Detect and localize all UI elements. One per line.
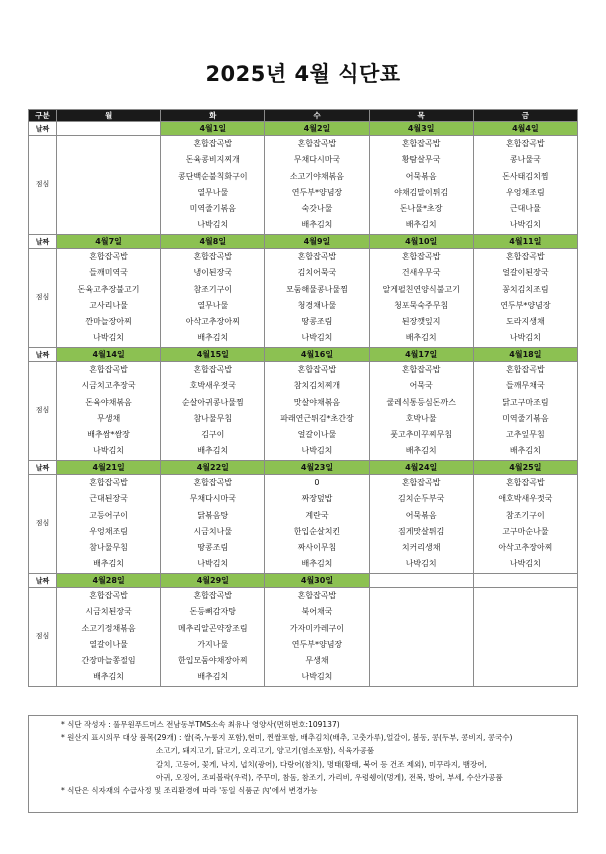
menu-cell (161, 362, 265, 461)
menu-item: 소고기정채볶음 (81, 623, 136, 633)
menu-item: 고추잎무침 (506, 430, 545, 440)
menu-item: 돈등뼈감자탕 (189, 607, 236, 617)
menu-cell (265, 362, 369, 461)
date-cell: 4월24일 (369, 461, 473, 475)
menu-cell (473, 588, 577, 687)
menu-item: 혼합잡곡밥 (89, 591, 128, 600)
date-cell: 4월17일 (369, 348, 473, 362)
menu-item: 파래연근튀김*초간장 (280, 413, 354, 423)
menu-item: 혼합잡곡밥 (506, 139, 545, 148)
notes-box (28, 715, 578, 813)
menu-item: 깐마늘장아찌 (85, 317, 132, 327)
menu-item: 혼합잡곡밥 (297, 139, 337, 148)
menu-item: 배추김치 (197, 672, 229, 682)
menu-item: 참조기구이 (193, 284, 233, 294)
menu-item: 배추김치 (93, 559, 125, 569)
menu-item: 배추쌈*쌈장 (87, 430, 130, 440)
menu-item: 청경채나물 (297, 300, 337, 310)
menu-item: 혼합잡곡밥 (193, 591, 233, 600)
date-cell: 4월9일 (265, 235, 369, 249)
menu-item: 무채다시마국 (189, 494, 236, 504)
header-label: 구분 (29, 110, 57, 122)
date-cell: 4월25일 (473, 461, 577, 475)
meal-label: 점심 (29, 136, 57, 235)
menu-item: 된장깻잎지 (401, 317, 441, 327)
menu-item: 배추김치 (301, 559, 333, 569)
menu-item: 순살아귀콩나물찜 (181, 397, 244, 407)
menu-item: 짜사이무침 (297, 543, 337, 553)
date-cell: 4월1일 (161, 122, 265, 136)
menu-item: 우엉채조림 (506, 187, 545, 197)
menu-item: 배추김치 (197, 333, 229, 343)
menu-item: 미역줄기볶음 (189, 204, 236, 214)
note-change: * 식단은 식자재의 수급사정 및 조리환경에 따라 '동일 식품군 內'에서 변경가능 (61, 786, 318, 796)
menu-item: 풋고추미꾸찌무침 (390, 430, 453, 440)
date-label: 날짜 (29, 235, 57, 249)
menu-item: 연두부*양념장 (291, 187, 343, 197)
menu-item: 혼합잡곡밥 (193, 252, 233, 261)
menu-item: 미역줄기볶음 (502, 413, 549, 423)
menu-item: 황탐살무국 (401, 155, 441, 165)
menu-table (28, 109, 578, 687)
menu-item: 얼갈이된장국 (502, 268, 549, 278)
menu-item: 나박김치 (509, 220, 541, 230)
menu-item: 간장마늘쫑절임 (81, 656, 136, 666)
menu-item: 열무나물 (197, 300, 229, 310)
menu-item: 김치어묵국 (297, 268, 337, 278)
menu-cell (57, 249, 161, 348)
menu-item: 나박김치 (197, 220, 229, 230)
menu-item: 나박김치 (509, 559, 541, 569)
menu-item: 참조기구이 (506, 510, 545, 520)
menu-item: 계란국 (305, 510, 329, 520)
menu-item: 땅콩조림 (301, 317, 333, 327)
menu-item: 혼합잡곡밥 (401, 478, 441, 487)
menu-item: 나박김치 (301, 446, 333, 456)
menu-item: 맛살야채볶음 (293, 397, 341, 407)
menu-cell (265, 588, 369, 687)
menu-item: 참나물무침 (89, 543, 128, 553)
menu-item: 김구이 (201, 430, 225, 440)
menu-item: 혼합잡곡밥 (506, 365, 545, 374)
date-cell: 4월14일 (57, 348, 161, 362)
menu-item: 배추김치 (509, 446, 541, 456)
menu-cell (369, 362, 473, 461)
menu-item: 연두부*양념장 (291, 639, 343, 649)
date-label: 날짜 (29, 574, 57, 588)
menu-item: 시금치나물 (193, 526, 233, 536)
menu-item: 애호박새우젓국 (498, 494, 553, 504)
menu-item: 나박김치 (301, 672, 333, 682)
date-cell (57, 122, 161, 136)
date-label: 날짜 (29, 122, 57, 136)
menu-item: 들깨미역국 (89, 268, 128, 278)
date-cell: 4월28일 (57, 574, 161, 588)
menu-item: 호박새우젓국 (189, 381, 236, 391)
menu-item: 우엉채조림 (89, 526, 128, 536)
menu-cell (265, 249, 369, 348)
date-cell: 4월16일 (265, 348, 369, 362)
meal-label: 점심 (29, 362, 57, 461)
menu-item: 가지나물 (197, 639, 229, 649)
menu-item: 혼합잡곡밥 (89, 252, 128, 261)
menu-item: 돈육야채볶음 (85, 397, 132, 407)
menu-cell (57, 588, 161, 687)
menu-item: 혼합잡곡밥 (193, 365, 233, 374)
menu-cell (57, 475, 161, 574)
date-cell: 4월4일 (473, 122, 577, 136)
menu-cell (161, 588, 265, 687)
date-row (29, 235, 578, 249)
menu-item: 열무나물 (197, 187, 229, 197)
header-day-tue: 화 (161, 110, 265, 122)
menu-cell (369, 588, 473, 687)
menu-item: 짐게맛살튀김 (397, 526, 445, 536)
menu-item: 근대된장국 (89, 494, 128, 504)
menu-row (29, 249, 578, 348)
menu-item: 혼합잡곡밥 (506, 252, 545, 261)
date-cell: 4월2일 (265, 122, 369, 136)
menu-item: 연두부*양념장 (500, 300, 551, 310)
menu-item: 짜장덮밥 (301, 494, 333, 504)
menu-item: 돈육고추장불고기 (77, 284, 140, 294)
menu-item: 닭볶음탕 (197, 510, 229, 520)
menu-cell (161, 475, 265, 574)
page-title: 2025년 4월 식단표 (205, 62, 401, 86)
menu-cell (265, 136, 369, 235)
date-row (29, 574, 578, 588)
menu-cell (161, 136, 265, 235)
menu-item: 혼합잡곡밥 (297, 591, 337, 600)
menu-item: 땅콩조림 (197, 543, 229, 553)
date-cell: 4월29일 (161, 574, 265, 588)
menu-item: 소고기야채볶음 (289, 171, 345, 181)
date-cell: 4월30일 (265, 574, 369, 588)
menu-cell (369, 475, 473, 574)
menu-item: 고등어구이 (89, 510, 128, 520)
menu-item: 0 (314, 478, 320, 487)
meal-label: 점심 (29, 588, 57, 687)
date-row (29, 348, 578, 362)
date-label: 날짜 (29, 348, 57, 362)
menu-row (29, 362, 578, 461)
menu-item: 혼합잡곡밥 (297, 365, 337, 374)
menu-item: 닭고구마조림 (502, 397, 549, 407)
menu-cell (57, 362, 161, 461)
menu-item: 나박김치 (93, 333, 125, 343)
menu-item: 꽁치김치조림 (502, 284, 549, 294)
menu-item: 배추김치 (405, 220, 437, 230)
menu-item: 무생채 (305, 656, 329, 666)
menu-item: 혼합잡곡밥 (506, 478, 545, 487)
menu-item: 참나물무침 (193, 413, 233, 423)
menu-item: 혼합잡곡밥 (401, 139, 441, 148)
menu-item: 모둠해물콩나물찜 (286, 284, 348, 294)
date-cell: 4월11일 (473, 235, 577, 249)
meal-label: 점심 (29, 249, 57, 348)
header-day-fri: 금 (473, 110, 577, 122)
note-origin: * 원산지 표시의무 대상 품목(29개) : 쌀(죽,누룽지 포함),현미, 찐쌀포함, 배추김치(배추, 고춧가루),얼갈이, 봄동, 콩(두부, 콩비지, 콩국수) (61, 733, 513, 743)
menu-item: 참치김치찌개 (293, 381, 341, 391)
menu-cell (473, 249, 577, 348)
menu-item: 배추김치 (197, 446, 229, 456)
menu-row (29, 588, 578, 687)
meal-label: 점심 (29, 475, 57, 574)
menu-item: 어묵볶음 (405, 510, 437, 520)
note-origin-fish-1: 갈치, 고등어, 꽃게, 낙지, 넙치(광어), 다랑어(참치), 명태(황태, 북어 등 건조 제외), 미꾸라지, 뱀장어, (156, 759, 487, 769)
date-cell: 4월7일 (57, 235, 161, 249)
menu-item: 무채다시마국 (293, 155, 341, 165)
menu-row (29, 475, 578, 574)
menu-item: 어묵국 (409, 381, 433, 391)
menu-item: 나박김치 (197, 559, 229, 569)
menu-item: 건새우무국 (401, 268, 441, 278)
menu-item: 배추김치 (301, 220, 333, 230)
menu-item: 배추김치 (405, 446, 437, 456)
menu-item: 무생채 (97, 413, 121, 423)
menu-item: 배추김치 (405, 333, 437, 343)
header-day-mon: 월 (57, 110, 161, 122)
menu-cell (265, 475, 369, 574)
menu-item: 배추김치 (93, 672, 125, 682)
menu-item: 근대나물 (509, 204, 541, 214)
menu-cell (57, 136, 161, 235)
menu-item: 김치순두부국 (397, 494, 445, 504)
menu-item: 알게펄친연양식불고기 (382, 284, 460, 294)
menu-item: 돈육콩비지찌개 (185, 155, 240, 165)
menu-item: 혼합잡곡밥 (401, 252, 441, 261)
menu-item: 시금치고추장국 (81, 381, 136, 391)
menu-item: 한입순살치킨 (293, 526, 341, 536)
header-day-thu: 목 (369, 110, 473, 122)
menu-item: 얼갈이나물 (297, 430, 337, 440)
menu-item: 혼합잡곡밥 (193, 478, 233, 487)
menu-item: 숙갓나물 (301, 204, 333, 214)
header-row (29, 110, 578, 122)
date-cell (369, 574, 473, 588)
menu-cell (369, 249, 473, 348)
menu-item: 나박김치 (509, 333, 541, 343)
date-row (29, 461, 578, 475)
header-day-wed: 수 (265, 110, 369, 122)
date-cell: 4월3일 (369, 122, 473, 136)
menu-item: 호박나물 (405, 413, 437, 423)
menu-item: 고구마순나물 (502, 526, 549, 536)
menu-item: 청포묵숙주무침 (394, 300, 449, 310)
menu-item: 콩단백순불칙화구이 (178, 171, 248, 181)
date-cell: 4월23일 (265, 461, 369, 475)
menu-row (29, 136, 578, 235)
date-cell: 4월21일 (57, 461, 161, 475)
menu-item: 혼합잡곡밥 (193, 139, 233, 148)
menu-item: 치커리생채 (401, 543, 441, 553)
date-label: 날짜 (29, 461, 57, 475)
menu-item: 돈사태김치찜 (502, 171, 549, 181)
menu-item: 혼합잡곡밥 (297, 252, 337, 261)
note-author: * 식단 작성자 : 풀무원푸드머스 전남동부TMS소속 최유나 영양사(면허번호:109137) (61, 720, 340, 729)
menu-item: 한입모둠야채장아찌 (178, 656, 248, 666)
menu-item: 아삭고추장아찌 (185, 317, 240, 327)
date-cell: 4월18일 (473, 348, 577, 362)
menu-item: 나박김치 (405, 559, 437, 569)
note-origin-meat: 소고기, 돼지고기, 닭고기, 오리고기, 양고기(염소포함), 식육가공품 (156, 746, 375, 756)
menu-item: 콩나물국 (509, 155, 541, 165)
menu-item: 메추리알곤약장조림 (178, 623, 248, 633)
menu-item: 가자미카레구이 (289, 623, 345, 633)
menu-cell (473, 362, 577, 461)
date-row (29, 122, 578, 136)
menu-item: 혼합잡곡밥 (401, 365, 441, 374)
date-cell: 4월22일 (161, 461, 265, 475)
note-origin-fish-2: 아귀, 오징어, 조피볼락(우럭), 주꾸미, 참돔, 참조기, 가리비, 우렁쉥이(멍게), 전복, 방어, 부세, 수산가공품 (156, 772, 503, 782)
menu-item: 고사리나물 (89, 300, 128, 310)
menu-cell (161, 249, 265, 348)
menu-item: 돈나물*초장 (399, 204, 443, 214)
menu-item: 야채김말이튀김 (394, 187, 449, 197)
menu-item: 나박김치 (301, 333, 333, 343)
menu-item: 혼합잡곡밥 (89, 365, 128, 374)
menu-item: 나박김치 (93, 446, 125, 456)
menu-item: 냉이된장국 (193, 268, 233, 278)
menu-item: 북어채국 (301, 607, 333, 617)
menu-cell (473, 136, 577, 235)
menu-item: 쿨레식통등심돈까스 (386, 397, 456, 407)
menu-item: 들깨무채국 (506, 381, 545, 391)
menu-item: 아삭고추장아찌 (498, 543, 553, 553)
date-cell (473, 574, 577, 588)
menu-item: 도라지생채 (506, 317, 545, 327)
menu-item: 어묵볶음 (405, 171, 437, 181)
menu-item: 열갈이나물 (89, 639, 128, 649)
menu-cell (369, 136, 473, 235)
menu-item: 혼합잡곡밥 (89, 478, 128, 487)
date-cell: 4월15일 (161, 348, 265, 362)
menu-item: 시금치된장국 (85, 607, 132, 617)
date-cell: 4월8일 (161, 235, 265, 249)
date-cell: 4월10일 (369, 235, 473, 249)
menu-cell (473, 475, 577, 574)
